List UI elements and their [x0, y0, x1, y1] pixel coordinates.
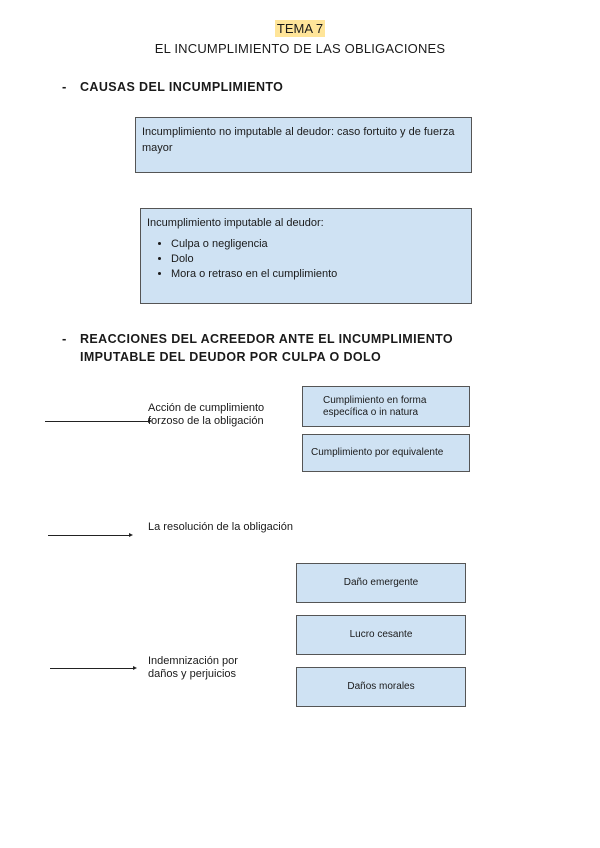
accion-option-in-natura: [302, 386, 470, 427]
accion-option-in-natura-text: Cumplimiento en forma específica o in natura: [323, 394, 427, 418]
section-1-heading: CAUSAS DEL INCUMPLIMIENTO: [80, 80, 284, 94]
section-1-dash: -: [62, 79, 67, 94]
list-item: • Mora o retraso en el cumplimiento: [171, 267, 465, 282]
topic-number-text: TEMA 7: [276, 21, 324, 36]
cause-imputable-title: Incumplimiento imputable al deudor:: [147, 217, 324, 229]
list-item: • Culpa o negligencia: [171, 237, 465, 252]
page-title: EL INCUMPLIMIENTO DE LAS OBLIGACIONES: [154, 41, 446, 56]
indemnizacion-option-dano-emergente-text: Daño emergente: [343, 577, 419, 588]
accion-label: Acción de cumplimiento forzoso de la obligación: [148, 402, 265, 427]
cause-imputable-box: [140, 208, 472, 304]
section-2-heading-line-2: IMPUTABLE DEL DEUDOR POR CULPA O DOLO: [80, 350, 382, 364]
indemnizacion-label: Indemnización por daños y perjuicios: [148, 655, 238, 680]
accion-option-equivalente-text: Cumplimiento por equivalente: [311, 447, 444, 458]
indemnizacion-option-dano-emergente: [296, 563, 466, 603]
indemnizacion-option-danos-morales: [296, 667, 466, 707]
section-2-heading-line-1: REACCIONES DEL ACREEDOR ANTE EL INCUMPLIMIENTO: [80, 332, 454, 346]
cause-non-imputable-box: [135, 117, 472, 173]
indemnizacion-option-danos-morales-text: Daños morales: [347, 681, 415, 692]
cause-imputable-list: [147, 237, 465, 282]
arrow-indemnizacion: [50, 668, 134, 669]
topic-number: [0, 21, 600, 36]
arrow-accion: [45, 421, 149, 422]
resolucion-label: La resolución de la obligación: [148, 521, 293, 533]
section-2-dash: -: [62, 331, 67, 346]
indemnizacion-option-lucro-cesante-text: Lucro cesante: [349, 629, 413, 640]
cause-non-imputable-text: Incumplimiento no imputable al deudor: caso fortuito y de fuerza mayor: [142, 126, 455, 154]
accion-option-equivalente: [302, 434, 470, 472]
list-item: • Dolo: [171, 252, 465, 267]
indemnizacion-option-lucro-cesante: [296, 615, 466, 655]
arrow-resolucion: [48, 535, 130, 536]
